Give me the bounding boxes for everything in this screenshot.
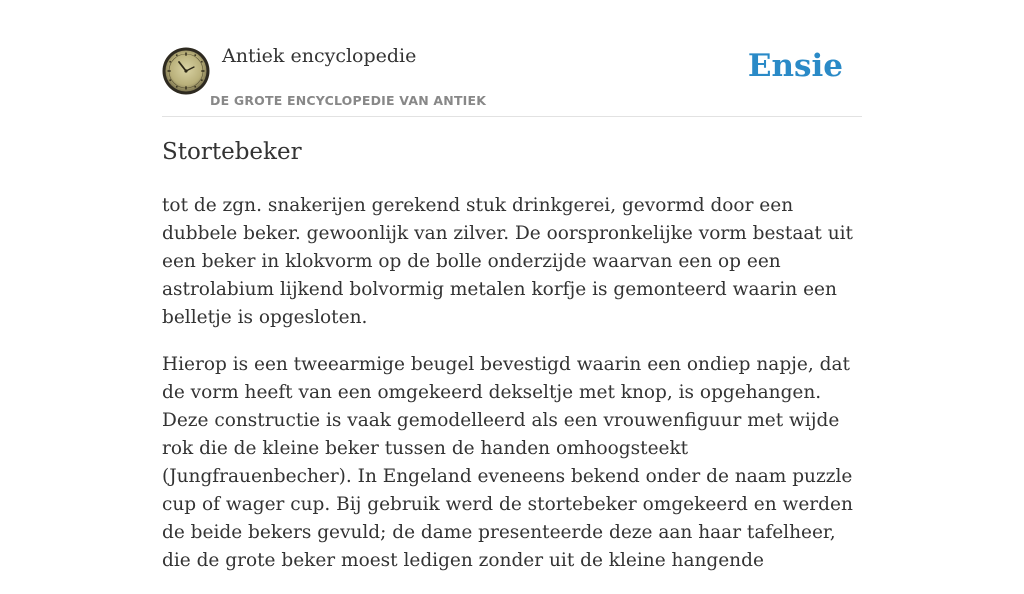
page [162,0,862,571]
article-body [162,192,862,594]
site-header [162,0,862,117]
ensie-logo-link[interactable]: Ensie [747,48,843,84]
site-title[interactable]: Antiek encyclopedie [222,45,417,67]
article-title: Stortebeker [162,139,302,165]
article-paragraph: tot de zgn. snakerijen gerekend stuk drinkgerei, gevormd door een dubbele beker. gewoonlijk van zilver. De oorspronkelijke vorm bestaat uit een beker in klokvorm op de bolle onderzijde waarvan een op een astrolabium lijkend bolvormig metalen korfje is gemonteerd waarin een belletje is opgesloten. [162,195,853,328]
article-paragraph: Hierop is een tweearmige beugel bevestigd waarin een ondiep napje, dat de vorm heeft van een omgekeerd dekseltje met knop, is opgehangen. Deze constructie is vaak gemodelleerd als een vrouwenfiguur met wijde rok die de kleine beker tussen de handen omhoogsteekt (Jungfrauenbecher). In Engeland eveneens bekend onder de naam puzzle cup of wager cup. Bij gebruik werd de stortebeker omgekeerd en werden de beide bekers gevuld; de dame presenteerde deze aan haar tafelheer, die de grote beker moest ledigen zonder uit de kleine hangende [162,354,853,571]
site-subtitle: DE GROTE ENCYCLOPEDIE VAN ANTIEK [210,93,487,108]
clock-icon[interactable] [162,47,210,95]
